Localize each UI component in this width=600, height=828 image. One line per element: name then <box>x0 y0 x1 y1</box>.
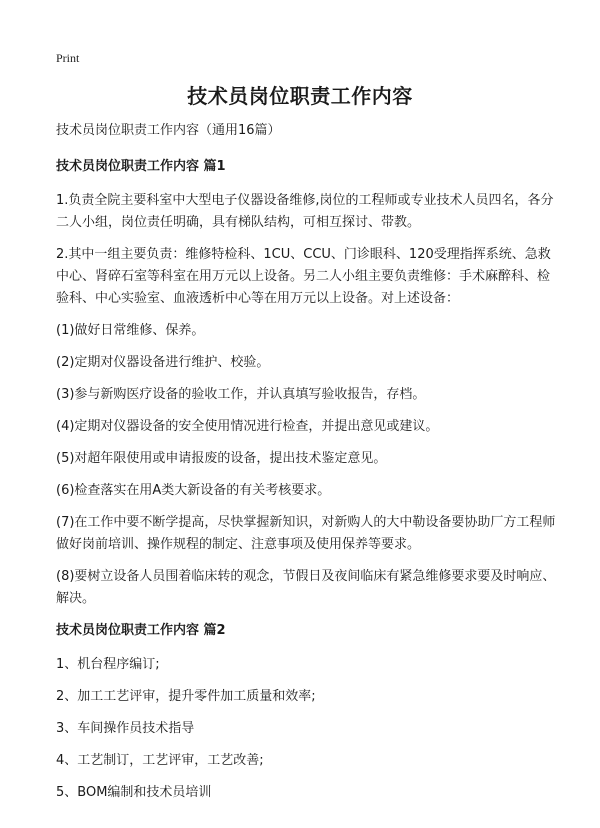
list-item: 4、工艺制订，工艺评审，工艺改善; <box>56 753 264 768</box>
document-body <box>56 120 556 814</box>
paragraph: 2.其中一组主要负责：维修特检科、1CU、CCU、门诊眼科、120受理指挥系统、急救中心、肾碎石室等科室在用万元以上设备。另二人小组主要负责维修：手术麻醉科、检验科、中心实验室、血液透析中心等在用万元以上设备。对上述设备： <box>56 247 551 306</box>
list-item: (8)要树立设备人员围着临床转的观念，节假日及夜间临床有紧急维修要求要及时响应、解决。 <box>56 569 556 606</box>
list-item: (5)对超年限使用或申请报废的设备，提出技术鉴定意见。 <box>56 451 387 466</box>
section-heading: 技术员岗位职责工作内容 篇1 <box>56 159 226 174</box>
list-item: 5、BOM编制和技术员培训 <box>56 785 212 800</box>
section-heading: 技术员岗位职责工作内容 篇2 <box>56 623 226 638</box>
document-title: 技术员岗位职责工作内容 <box>187 84 413 108</box>
paragraph: 1.负责全院主要科室中大型电子仪器设备维修,岗位的工程师或专业技术人员四名，各分二人小组，岗位责任明确，具有梯队结构，可相互探讨、带教。 <box>56 193 554 230</box>
list-item: (6)检查落实在用A类大新设备的有关考核要求。 <box>56 483 331 498</box>
list-item: 1、机台程序编订; <box>56 657 160 672</box>
list-item: (3)参与新购医疗设备的验收工作，并认真填写验收报告，存档。 <box>56 387 426 402</box>
document-subtitle: 技术员岗位职责工作内容（通用16篇） <box>56 123 281 138</box>
section-1 <box>56 156 556 610</box>
print-label: Print <box>56 51 80 65</box>
list-item: (2)定期对仪器设备进行维护、校验。 <box>56 355 270 370</box>
list-item: (7)在工作中要不断学提高，尽快掌握新知识，对新购人的大中勒设备要协助厂方工程师做好岗前培训、操作规程的制定、注意事项及使用保养等要求。 <box>56 515 556 552</box>
section-2 <box>56 620 556 804</box>
list-item: (4)定期对仪器设备的安全使用情况进行检查，并提出意见或建议。 <box>56 419 439 434</box>
list-item: 3、车间操作员技术指导 <box>56 721 195 736</box>
list-item: (1)做好日常维修、保养。 <box>56 323 205 338</box>
list-item: 2、加工工艺评审，提升零件加工质量和效率; <box>56 689 316 704</box>
